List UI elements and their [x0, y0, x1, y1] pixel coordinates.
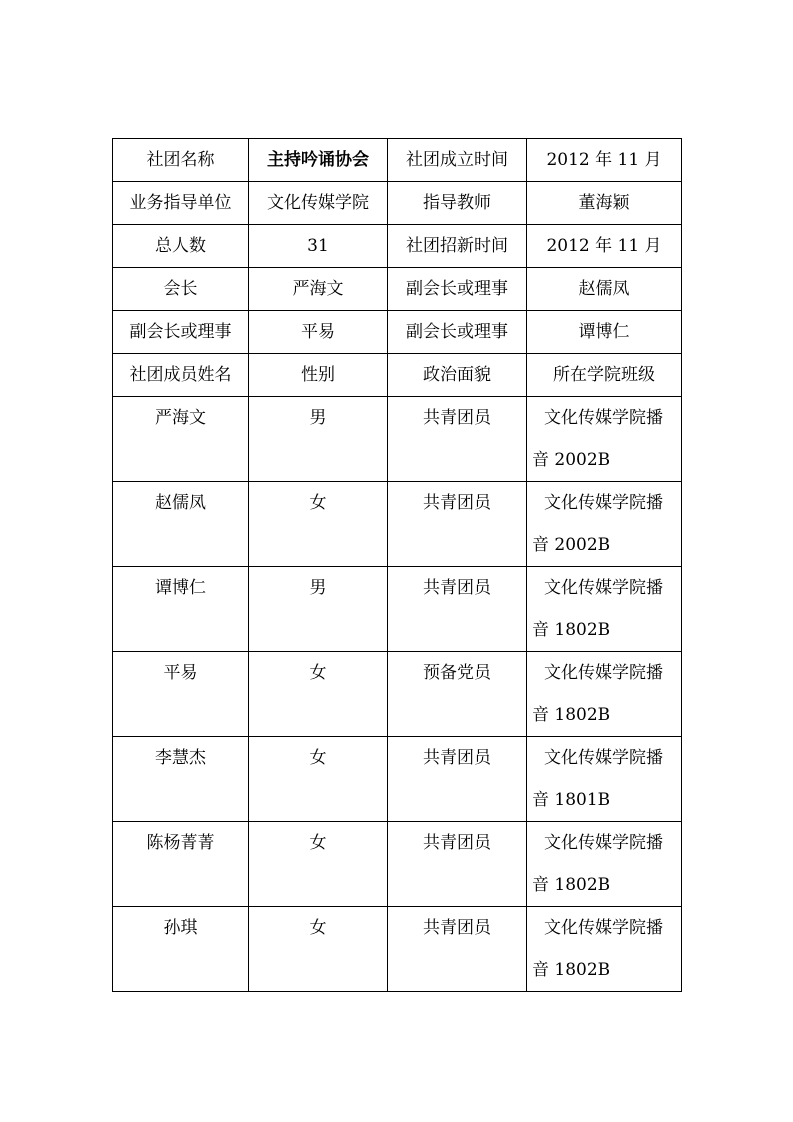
member-name: 赵儒凤 [113, 482, 249, 567]
member-class-cell [527, 907, 682, 992]
member-political: 共青团员 [388, 737, 527, 822]
member-class-cell [527, 397, 682, 482]
recruit-value: 2012 年 11 月 [527, 225, 682, 268]
member-class-cell [527, 822, 682, 907]
table-row [113, 397, 682, 482]
row-vp [113, 311, 682, 354]
member-class: 文化传媒学院播音 2002B [532, 493, 663, 555]
president-value: 严海文 [249, 268, 388, 311]
table-row [113, 907, 682, 992]
member-name: 陈杨菁菁 [113, 822, 249, 907]
vp2-value: 平易 [249, 311, 388, 354]
header-class: 所在学院班级 [527, 354, 682, 397]
member-political: 预备党员 [388, 652, 527, 737]
member-class: 文化传媒学院播音 1802B [532, 663, 663, 725]
row-total [113, 225, 682, 268]
member-gender: 男 [249, 567, 388, 652]
vp3-label: 副会长或理事 [388, 311, 527, 354]
supervisor-unit-label: 业务指导单位 [113, 182, 249, 225]
table-row [113, 482, 682, 567]
member-class-cell [527, 737, 682, 822]
member-class-cell [527, 482, 682, 567]
member-gender: 女 [249, 737, 388, 822]
member-political: 共青团员 [388, 822, 527, 907]
row-president [113, 268, 682, 311]
member-political: 共青团员 [388, 482, 527, 567]
advisor-label: 指导教师 [388, 182, 527, 225]
founded-label: 社团成立时间 [388, 139, 527, 182]
advisor-value: 董海颖 [527, 182, 682, 225]
header-name: 社团成员姓名 [113, 354, 249, 397]
member-political: 共青团员 [388, 567, 527, 652]
club-info-table [112, 138, 682, 992]
row-supervisor [113, 182, 682, 225]
member-name: 严海文 [113, 397, 249, 482]
member-political: 共青团员 [388, 397, 527, 482]
club-name-label: 社团名称 [113, 139, 249, 182]
table-row [113, 737, 682, 822]
member-name: 孙琪 [113, 907, 249, 992]
member-class: 文化传媒学院播音 2002B [532, 408, 663, 470]
member-class: 文化传媒学院播音 1802B [532, 918, 663, 980]
member-name: 李慧杰 [113, 737, 249, 822]
recruit-label: 社团招新时间 [388, 225, 527, 268]
member-gender: 女 [249, 822, 388, 907]
club-name-value: 主持吟诵协会 [249, 139, 388, 182]
member-name: 平易 [113, 652, 249, 737]
supervisor-unit-value: 文化传媒学院 [249, 182, 388, 225]
member-class-cell [527, 652, 682, 737]
row-club-name [113, 139, 682, 182]
member-name: 谭博仁 [113, 567, 249, 652]
vp1-value: 赵儒凤 [527, 268, 682, 311]
header-gender: 性别 [249, 354, 388, 397]
member-gender: 女 [249, 652, 388, 737]
total-value: 31 [249, 225, 388, 268]
member-class: 文化传媒学院播音 1802B [532, 833, 663, 895]
member-gender: 女 [249, 482, 388, 567]
table-row [113, 567, 682, 652]
vp1-label: 副会长或理事 [388, 268, 527, 311]
member-class-cell [527, 567, 682, 652]
vp2-label: 副会长或理事 [113, 311, 249, 354]
founded-value: 2012 年 11 月 [527, 139, 682, 182]
member-class: 文化传媒学院播音 1802B [532, 578, 663, 640]
total-label: 总人数 [113, 225, 249, 268]
vp3-value: 谭博仁 [527, 311, 682, 354]
member-gender: 男 [249, 397, 388, 482]
member-gender: 女 [249, 907, 388, 992]
table-row [113, 822, 682, 907]
president-label: 会长 [113, 268, 249, 311]
members-header-row [113, 354, 682, 397]
member-political: 共青团员 [388, 907, 527, 992]
header-political: 政治面貌 [388, 354, 527, 397]
member-class: 文化传媒学院播音 1801B [532, 748, 663, 810]
table-row [113, 652, 682, 737]
